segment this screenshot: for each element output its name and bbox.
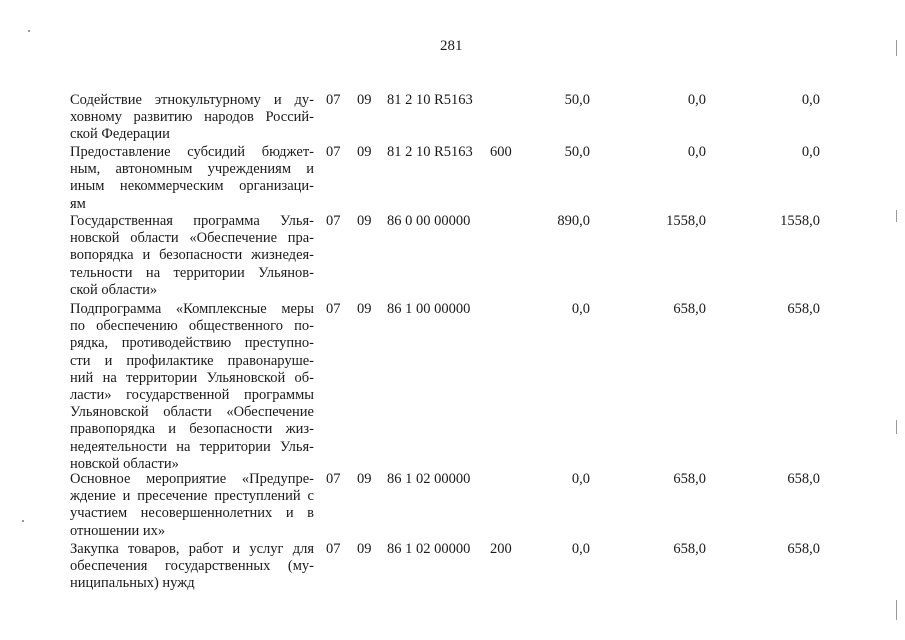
target-article-code: 86 0 00 00000 [387,213,471,229]
amount-year-2: 1558,0 [666,213,706,229]
expense-type-code: 200 [490,541,512,557]
scan-speck [896,40,897,56]
row-name-line: рядка, противодействию преступно- [70,335,314,352]
amount-year-1: 50,0 [564,144,590,160]
target-article-code: 86 1 00 00000 [387,301,471,317]
subsection-code: 09 [357,213,372,229]
amount-year-1: 0,0 [571,541,590,557]
section-code: 07 [326,92,341,108]
amount-year-2: 658,0 [673,541,706,557]
row-name-line: Подпрограмма «Комплексные меры [70,301,314,317]
row-name [70,92,314,144]
row-name-line: ховному развитию народов Россий- [70,109,314,126]
row-name-line: ниципальных) нужд [70,575,195,592]
amount-year-1: 0,0 [571,471,590,487]
section-code: 07 [326,301,341,317]
target-article-code: 86 1 02 00000 [387,471,471,487]
row-name-line: по обеспечению общественного по- [70,318,314,335]
row-name-line: тельности на территории Ульянов- [70,264,314,281]
row-name [70,301,314,473]
row-name [70,541,314,593]
row-name-line: ской Федерации [70,126,170,143]
section-code: 07 [326,471,341,487]
amount-year-2: 658,0 [673,301,706,317]
row-name-line: иным некоммерческим организаци- [70,178,314,195]
amount-year-3: 658,0 [787,541,820,557]
amount-year-2: 0,0 [687,92,706,108]
row-name-line: Содействие этнокультурному и ду- [70,92,314,108]
page-number: 281 [440,38,463,54]
subsection-code: 09 [357,92,372,108]
row-name-line: отношении их» [70,522,166,539]
amount-year-3: 0,0 [801,144,820,160]
amount-year-1: 890,0 [557,213,590,229]
scan-speck [22,520,24,522]
row-name-line: правопорядка и безопасности жиз- [70,421,314,438]
amount-year-3: 1558,0 [780,213,820,229]
section-code: 07 [326,541,341,557]
row-name-line: сти и профилактике правонаруше- [70,352,314,369]
amount-year-2: 658,0 [673,471,706,487]
amount-year-1: 0,0 [571,301,590,317]
row-name-line: вопорядка и безопасности жизнедея- [70,247,314,264]
subsection-code: 09 [357,541,372,557]
row-name-line: ям [70,195,86,212]
row-name [70,213,314,299]
subsection-code: 09 [357,301,372,317]
row-name-line: Ульяновской области «Обеспечение [70,404,314,421]
amount-year-3: 658,0 [787,471,820,487]
subsection-code: 09 [357,471,372,487]
amount-year-1: 50,0 [564,92,590,108]
scan-speck [896,600,897,620]
section-code: 07 [326,213,341,229]
row-name-line: Государственная программа Улья- [70,213,314,229]
row-name-line: участием несовершеннолетних и в [70,505,314,522]
row-name-line: обеспечения государственных (му- [70,558,314,575]
row-name [70,471,314,540]
scan-speck [28,30,30,32]
row-name-line: Предоставление субсидий бюджет- [70,144,314,160]
target-article-code: 86 1 02 00000 [387,541,471,557]
row-name-line: новской области «Обеспечение пра- [70,230,314,247]
subsection-code: 09 [357,144,372,160]
row-name-line: ской области» [70,281,158,298]
amount-year-2: 0,0 [687,144,706,160]
row-name-line: ласти» государственной программы [70,387,314,404]
row-name [70,144,314,213]
row-name-line: новской области» [70,455,179,472]
row-name-line: недеятельности на территории Улья- [70,438,314,455]
expense-type-code: 600 [490,144,512,160]
row-name-line: Закупка товаров, работ и услуг для [70,541,314,557]
scan-speck [896,210,897,222]
target-article-code: 81 2 10 R5163 [387,92,473,108]
row-name-line: Основное мероприятие «Предупре- [70,471,314,487]
amount-year-3: 0,0 [801,92,820,108]
row-name-line: ний на территории Ульяновской об- [70,369,314,386]
target-article-code: 81 2 10 R5163 [387,144,473,160]
section-code: 07 [326,144,341,160]
amount-year-3: 658,0 [787,301,820,317]
row-name-line: ждение и пресечение преступлений с [70,488,314,505]
scan-speck [896,420,897,434]
row-name-line: ным, автономным учреждениям и [70,161,314,178]
